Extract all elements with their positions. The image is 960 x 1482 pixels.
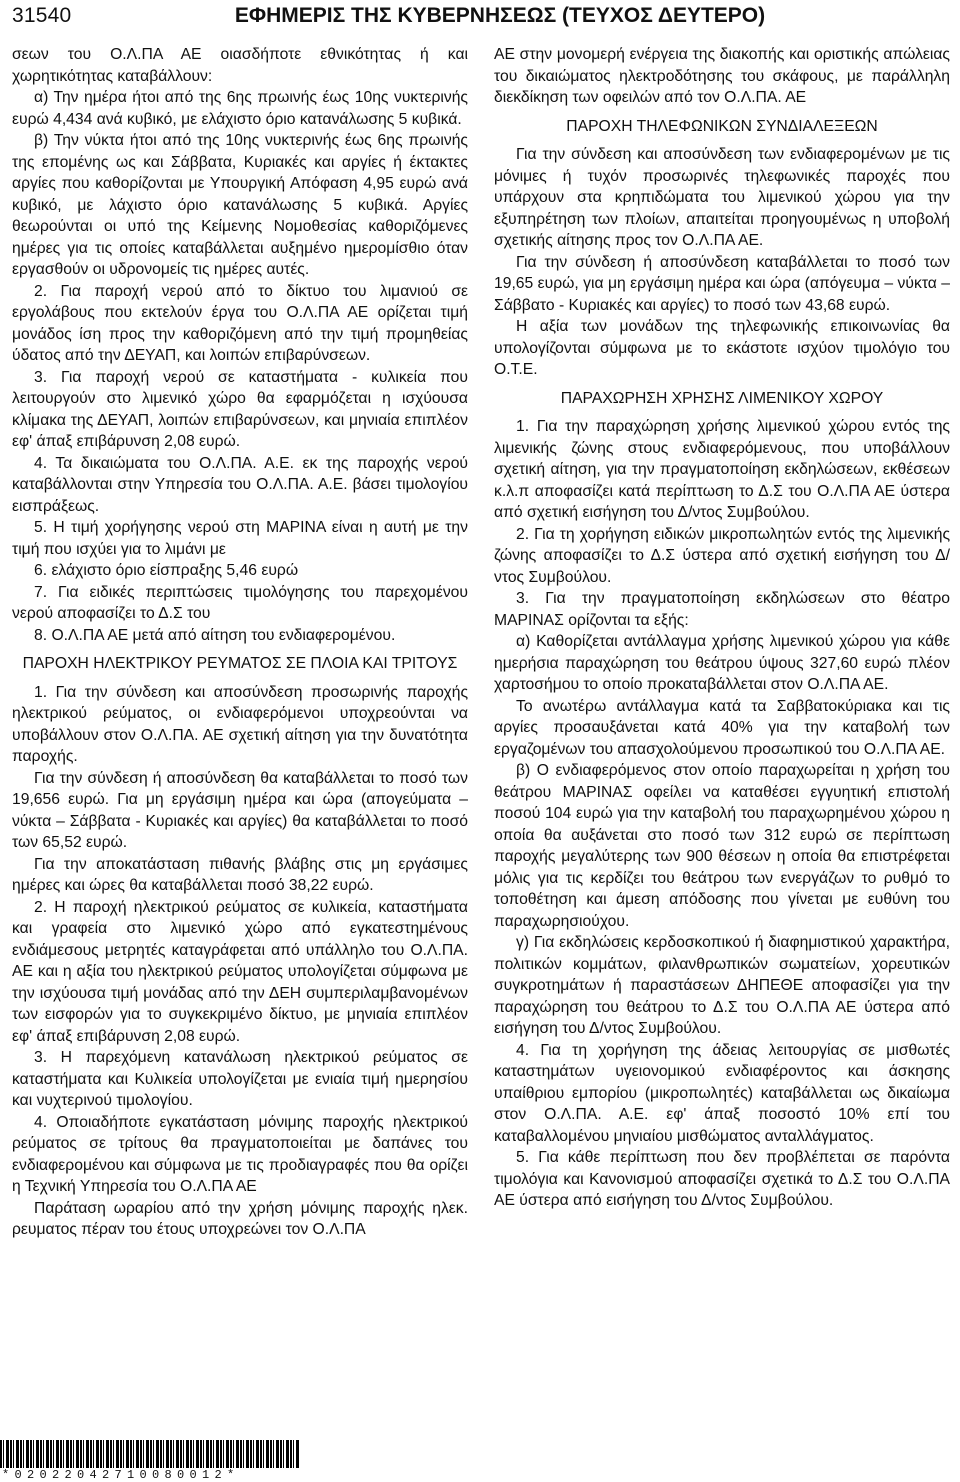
paragraph: σεων του Ο.Λ.ΠΑ ΑΕ οιασδήποτε εθνικότητας ή και χωρητικότητας καταβάλλουν: xyxy=(12,46,468,85)
page-header xyxy=(12,2,948,38)
paragraph: β) Την νύκτα ήτοι από της 10ης νυκτερινής έως 6ης πρωινής της επομένης ως και Σάββατα, Κυριακές και αργίες ή έκτακτες αργίες που καθορίζονται με Υπουργική Απόφαση 4,95 ευρώ ανά κυβικό, με λάχιστο όριο κατανάλωσης 5 κυβικά. Αργίες θεωρούνται οι υπό της Κείμενης Νομοθεσίας καθοριζόμενες ημέρες για τις οποίες καταβάλλεται αυξημένο ημερομίσθιο όταν εργασθούν οι υδρονομείς τις ημέρες αυτές. xyxy=(12,132,468,278)
paragraph: Παράταση ωραρίου από την χρήση μόνιμης παροχής ηλεκ. ρευματος πέραν του έτους υποχρεώνει τον Ο.Λ.ΠΑ xyxy=(12,1199,468,1238)
left-column xyxy=(12,44,468,1434)
section-heading: ΠΑΡΟΧΗ ΗΛΕΚΤΡΙΚΟΥ ΡΕΥΜΑΤΟΣ ΣΕ ΠΛΟΙΑ ΚΑΙ ΤΡΙΤΟΥΣ xyxy=(22,655,458,672)
paragraph: 2. Για τη χορήγηση ειδικών μικροπωλητών εντός της λιμενικής ζώνης αποφασίζει το Δ.Σ ύστερα από σχετική εισήγηση του Δ/ντος Συμβούλου. xyxy=(494,525,950,586)
paragraph: 3. Για παροχή νερού σε καταστήματα - κυλικεία που λειτουργούν στο λιμενικό χώρο θα εφαρμόζεται η ισχύουσα κλίμακα της ΔΕΥΑΠ, λοιπών επιβαρύνσεων, και μηνιαία επιπλέον εφ' άπαξ επιβάρυνση 2,08 ευρώ. xyxy=(12,368,468,450)
journal-title: ΕΦΗΜΕΡΙΣ ΤΗΣ ΚΥΒΕΡΝΗΣΕΩΣ (ΤΕΥΧΟΣ ΔΕΥΤΕΡΟ) xyxy=(234,4,766,27)
page-number: 31540 xyxy=(12,4,72,27)
paragraph: 3. Η παρεχόμενη κατανάλωση ηλεκτρικού ρεύματος σε καταστήματα και Κυλικεία υπολογίζεται με ενιαία τιμή ημερησίου και νυχτερινού τιμολογίου. xyxy=(12,1049,468,1109)
barcode-digits: *02022042710080012* xyxy=(2,1468,240,1482)
paragraph: Το ανωτέρω αντάλλαγμα κατά τα Σαββατοκύριακα και τις αργίες προσαυξάνεται κατά 40% για την καταβολή των εργαζομένων του απασχολούμενου προσωπικού του Ο.Λ.ΠΑ ΑΕ. xyxy=(494,697,950,758)
paragraph: 4. Τα δικαιώματα του Ο.Λ.ΠΑ. Α.Ε. εκ της παροχής νερού καταβάλλονται στην Υπηρεσία του Ο.Λ.ΠΑ. Α.Ε. βάσει τιμολογίου εισπράξεως. xyxy=(12,454,468,515)
paragraph: α) Καθορίζεται αντάλλαγμα χρήσης λιμενικού χώρου για κάθε ημερήσια παραχώρηση του θεάτρου ύψους 327,60 ευρώ πλέον χαρτοσήμου το οποίο προκαταβάλλεται στον Ο.Λ.ΠΑ ΑΕ. xyxy=(494,633,950,693)
paragraph: 1. Για την σύνδεση και αποσύνδεση προσωρινής παροχής ηλεκτρικού ρεύματος, οι ενδιαφερόμενοι υποχρεούνται να υποβάλλουν στον Ο.Λ.ΠΑ. ΑΕ σχετική αίτηση για την δυνατότητα παροχής. xyxy=(12,683,468,765)
paragraph: 5. Η τιμή χορήγησης νερού στη ΜΑΡΙΝΑ είναι η αυτή με την τιμή που ισχύει για το λιμάνι με xyxy=(12,519,468,558)
paragraph: 4. Οποιαδήποτε εγκατάσταση μόνιμης παροχής ηλεκτρικού ρεύματος σε τρίτους θα πραγματοποιείται με δαπάνες του ενδιαφερομένου και σύμφωνα με τις προδιαγραφές που θα ορίζει η Τεχνική Υπηρεσία του Ο.Λ.ΠΑ ΑΕ xyxy=(12,1113,468,1195)
paragraph: 5. Για κάθε περίπτωση που δεν προβλέπεται σε παρόντα τιμολόγια και Κανονισμού αποφασίζει σχετικά το Δ.Σ του Ο.Λ.ΠΑ ΑΕ ύστερα από εισήγηση του Δ/ντος Συμβούλου. xyxy=(494,1149,950,1209)
paragraph: 3. Για την πραγματοποίηση εκδηλώσεων στο θέατρο ΜΑΡΙΝΑΣ ορίζονται τα εξής: xyxy=(494,590,950,629)
paragraph: Για την σύνδεση ή αποσύνδεση καταβάλλεται το ποσό των 19,65 ευρώ, για μη εργάσιμη ημέρα και ώρα (απόγευμα – νύκτα – Σάββατο - Κυριακές και αργίες) το ποσό των 43,68 ευρώ. xyxy=(494,253,950,314)
paragraph: 6. ελάχιστο όριο είσπραξης 5,46 ευρώ xyxy=(34,562,299,579)
paragraph: 2. Η παροχή ηλεκτρικού ρεύματος σε κυλικεία, καταστήματα και γραφεία στο λιμενικό χώρο από εγκατεστημένους ενδιάμεσους μετρητές καταγράφεται από υπάλληλο του Ο.Λ.ΠΑ. ΑΕ και η αξία του ηλεκτρικού ρεύματος υπολογίζεται σύμφωνα με την ισχύουσα τιμή μονάδας από την ΔΕΗ συμπεριλαμβανομένων των εισφορών για το συγκεκριμένο δίκτυο, με μηνιαία επιπλέον εφ' άπαξ επιβάρυνση 2,08 ευρώ. xyxy=(12,898,468,1045)
right-column xyxy=(494,44,950,1434)
paragraph: Η αξία των μονάδων της τηλεφωνικής επικοινωνίας θα υπολογίζονται σύμφωνα με το εκάστοτε ισχύον τιμολόγιο του Ο.Τ.Ε. xyxy=(494,318,950,378)
paragraph: α) Την ημέρα ήτοι από της 6ης πρωινής έως 10ης νυκτερινής ευρώ 4,434 ανά κυβικό, με ελάχιστο όριο κατανάλωσης 5 κυβικά. xyxy=(12,89,468,128)
body-columns xyxy=(12,44,950,1434)
barcode-bars xyxy=(0,1440,300,1468)
paragraph: 8. Ο.Λ.ΠΑ ΑΕ μετά από αίτηση του ενδιαφερομένου. xyxy=(34,626,396,644)
section-heading: ΠΑΡΑΧΩΡΗΣΗ ΧΡΗΣΗΣ ΛΙΜΕΝΙΚΟΥ ΧΩΡΟΥ xyxy=(560,389,884,407)
paragraph: ΑΕ στην μονομερή ενέργεια της διακοπής και οριστικής απώλειας του δικαιώματος ηλεκτροδότησης του σκάφους, με παράλληλη διεκδίκηση των οφειλών από τον Ο.Λ.ΠΑ. ΑΕ xyxy=(494,46,950,106)
paragraph: 2. Για παροχή νερού από το δίκτυο του λιμανιού σε εργολάβους που εκτελούν έργα του Ο.Λ.ΠΑ ΑΕ ορίζεται τιμή μονάδος ίση προς την καθοριζόμενη από την τιμή προμηθείας ύδατος από την ΔΕΥΑΠ, και λοιπών επιβαρύνσεων. xyxy=(12,282,468,364)
paragraph: Για την σύνδεση ή αποσύνδεση θα καταβάλλεται το ποσό των 19,656 ευρώ. Για μη εργάσιμη ημέρα και ώρα (απογεύματα – νύκτα – Σάββατα - Κυριακές και αργίες) θα καταβάλλεται το ποσό των 65,52 ευρώ. xyxy=(12,769,468,851)
paragraph: Για την αποκατάσταση πιθανής βλάβης στις μη εργάσιμες ημέρες και ώρες θα καταβάλλεται ποσό 38,22 ευρώ. xyxy=(12,855,468,894)
section-heading: ΠΑΡΟΧΗ ΤΗΛΕΦΩΝΙΚΩΝ ΣΥΝΔΙΑΛΕΞΕΩΝ xyxy=(566,117,878,135)
barcode xyxy=(0,1440,300,1482)
paragraph: 7. Για ειδικές περιπτώσεις τιμολόγησης του παρεχομένου νερού αποφασίζει το Δ.Σ του xyxy=(12,583,468,622)
paragraph: 1. Για την παραχώρηση χρήσης λιμενικού χώρου εντός της λιμενικής ζώνης στους ενδιαφερόμενους, που υποβάλλουν σχετική αίτηση, για την πραγματοποίηση εκδηλώσεων, εκθέσεων κ.λ.π αποφασίζει κατά περίπτωση το Δ.Σ του Ο.Λ.ΠΑ ΑΕ ύστερα από σχετική εισήγηση του Δ/ντος Συμβούλου. xyxy=(494,418,950,521)
paragraph: 4. Για τη χορήγηση της άδειας λειτουργίας σε μισθωτές καταστημάτων υγειονομικού ενδιαφέροντος και άσκησης υπαίθριου εμπορίου (μικροπωλητές) καταβάλλεται ως δικαίωμα στον Ο.Λ.ΠΑ. Α.Ε. εφ' άπαξ ποσοστό 10% επί του καταβαλλομένου μηνιαίου μισθώματος ανταλλάγματος. xyxy=(494,1041,950,1145)
paragraph: β) Ο ενδιαφερόμενος στον οποίο παραχωρείται η χρήση του θεάτρου ΜΑΡΙΝΑΣ οφείλει να καταθέσει εγγυητική επιστολή ποσού 104 ευρώ για την καταβολή του παραχωρημένου χώρου η οποία θα αυξάνεται στο ποσό των 312 ευρώ σε περίπτωση παροχής μεγαλύτερης των 900 θέσεων η οποία θα επιστρέφεται μόλις για τις κερδίζει του θεάτρου των ενεργάζων το ρυθμό το τοποθέτηση και άμεση απόδοσης που γίνεται με ευθύνη του παραχωρησιούχου. xyxy=(494,762,950,930)
paragraph: Για την σύνδεση και αποσύνδεση των ενδιαφερομένων με τις μόνιμες ή τυχόν προσωρινές τηλεφωνικές παροχές που υπάρχουν στα κρηπιδώματα του λιμενικού χώρου για την εξυπηρέτηση των πλοίων, απαιτείται προηγουμένως η υποβολή σχετικής αίτησης προς τον Ο.Λ.ΠΑ ΑΕ. xyxy=(494,146,950,249)
paragraph: γ) Για εκδηλώσεις κερδοσκοπικού ή διαφημιστικού χαρακτήρα, πολιτικών κομμάτων, φιλανθρωπικών σωματείων, χορευτικών συγκροτημάτων ή παραστάσεων ΔΗΠΕΘΕ αποφασίζει για την παραχώρηση του θεάτρου το Δ.Σ του Ο.Λ.ΠΑ ΑΕ ύστερα από εισήγηση του Δ/ντος Συμβούλου. xyxy=(494,934,950,1037)
